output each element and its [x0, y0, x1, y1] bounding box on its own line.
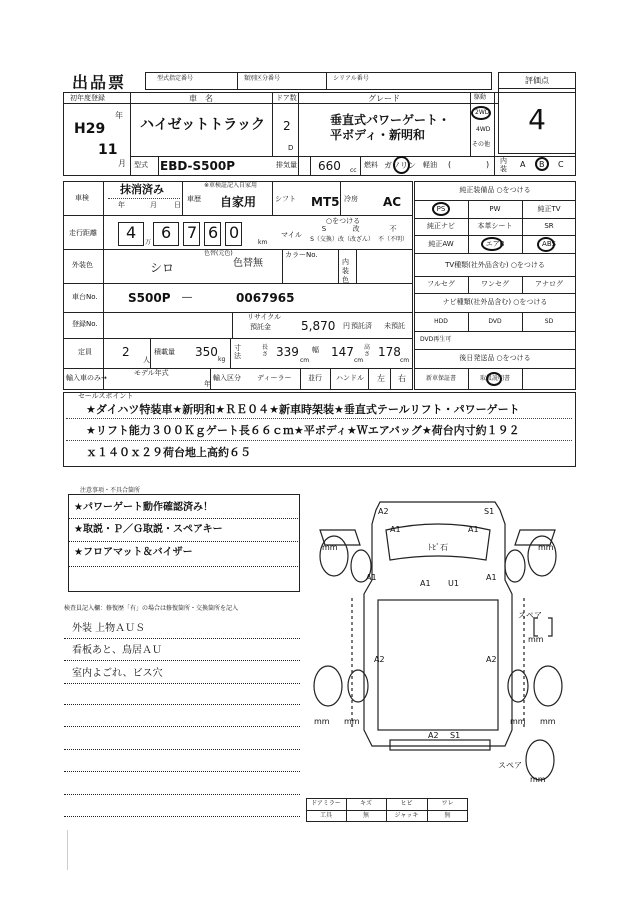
import-label: 輸入車のみ→ — [66, 374, 107, 382]
chassis-prefix: S500P — [128, 291, 171, 305]
mm-rl-2: mm — [344, 717, 360, 726]
note-1: ★パワーゲート動作確認済み！ — [74, 502, 213, 513]
interior-b-circle — [535, 157, 549, 171]
legend-h1: ドアミラー — [311, 800, 341, 807]
color-value: シロ — [150, 261, 175, 275]
notes-label: 注意事項・不具合箇所 — [80, 487, 141, 494]
front-right-wheel — [528, 536, 556, 576]
tv-oneseg: ワンセグ — [481, 280, 509, 288]
mm-spare-1: mm — [528, 635, 544, 644]
legend-v1: 工具 — [319, 812, 332, 819]
first-reg-month: 11 — [98, 142, 118, 158]
inspector-1: 外装 上物ＡＵＳ — [72, 623, 146, 634]
shift-label: シフト — [275, 195, 296, 203]
recycle-unpaid: 未預託 — [384, 322, 405, 330]
rear-left-wheel — [314, 666, 342, 706]
import-category-label: 輸入区分 — [213, 374, 241, 382]
handle-left: 左 — [377, 374, 385, 383]
mark-a1-1: A1 — [390, 525, 401, 534]
drive-other: その他 — [472, 141, 491, 148]
dvd-playback: DVD再生可 — [420, 336, 452, 343]
sales-line-1: ★ダイハツ特装車★新明和★ＲＥ０４★新車時架装★垂直式テールリフト・パワーゲート — [86, 403, 520, 416]
note-2: ★取説・Ｐ／Ｇ取説・スペアキー — [74, 524, 223, 535]
tv-title: TV種類(社外品含む) ○をつける — [445, 261, 545, 269]
ac-label: 冷房 — [344, 195, 358, 203]
mark-s1-rear: S1 — [450, 731, 461, 740]
mm-spare-2: mm — [530, 775, 546, 784]
mileage-digit-1: 4 — [126, 223, 137, 242]
displacement-label: 排気量 — [276, 161, 297, 169]
legend-h4: ワレ — [441, 800, 454, 807]
equipment-title: 純正装備品 ○をつける — [459, 186, 531, 194]
load-value: 350 — [195, 345, 218, 359]
serial-no-label: シリアル番号 — [333, 75, 369, 82]
color-original-value: 色替無 — [233, 258, 263, 269]
spare-label-2: スペア — [498, 761, 522, 770]
navi-title: ナビ種類(社外品含む) ○をつける — [442, 298, 548, 306]
navi-sd: SD — [544, 318, 554, 325]
inspection-label: 車検 — [75, 194, 89, 202]
meter-fu: 不 — [389, 225, 397, 233]
interior-label: 内装 — [500, 157, 507, 173]
id-number-bar — [145, 72, 492, 90]
mileage-label: 走行距離 — [69, 229, 97, 237]
mark-a1-3: A1 — [366, 573, 377, 582]
reg-no-label: 登録No. — [72, 320, 98, 328]
capacity-unit: 人 — [143, 356, 150, 364]
mm-rr-1: mm — [510, 717, 526, 726]
mile-label: マイル — [281, 231, 302, 239]
equip-ps-circle — [432, 202, 450, 216]
recycle-paid: 預託済 — [351, 322, 372, 330]
width-unit: cm — [354, 357, 364, 364]
meter-s: S — [321, 225, 327, 233]
year-unit: 年 — [115, 111, 123, 120]
equip-pw: PW — [489, 205, 501, 213]
usage-label: 車歴 — [187, 195, 201, 203]
chassis-dash: ― — [182, 292, 192, 303]
recycle-label-1: リサイクル — [247, 313, 282, 321]
sales-line-2: ★リフト能力３００Ｋｇゲート長６６ｃｍ★平ボディ★Ｗエアバッグ★荷台内寸約１９２ — [86, 424, 520, 437]
inspector-label: 検査員記入欄：修復歴「有」の場合は修復箇所・交換箇所を記入 — [64, 605, 239, 612]
doors-unit: D — [288, 144, 294, 152]
sales-line-3: ｘ１４０ｘ２９荷台地上高約６５ — [86, 446, 251, 459]
recycle-amount: 5,870 — [301, 319, 336, 333]
note-3: ★フロアマット＆バイザー — [74, 547, 193, 558]
equip-tv: 純正TV — [537, 205, 561, 213]
drive-2wd-circle — [471, 106, 491, 120]
drive-label: 駆動 — [474, 94, 487, 101]
drive-2wd: 2WD — [475, 109, 490, 116]
mm-rl-1: mm — [314, 717, 330, 726]
inspection-month: 月 — [150, 201, 157, 209]
mark-a2-rear: A2 — [428, 731, 439, 740]
tv-analog: アナログ — [535, 280, 563, 288]
spare-label-1: スペア — [518, 611, 542, 620]
color-no-label: カラーNo. — [285, 251, 318, 259]
handle-label: ハンドル — [336, 374, 364, 382]
mm-fr: mm — [538, 543, 554, 552]
height-unit: cm — [400, 357, 410, 364]
ac-value: AC — [383, 195, 402, 209]
height-value: 178 — [378, 345, 401, 359]
accessory-title: 後日発送品 ○をつける — [459, 354, 531, 362]
model-spec-no-label: 型式指定番号 — [157, 75, 194, 82]
mark-s1-front: S1 — [484, 507, 495, 516]
length-unit: cm — [300, 357, 310, 364]
equip-sr: SR — [544, 222, 554, 230]
sales-points-label: セールスポイント — [78, 392, 134, 400]
meter-kai: 改 — [352, 225, 360, 233]
sheet-title: 出品票 — [72, 73, 127, 92]
accessory-manual: 取扱説明書 — [479, 375, 510, 382]
grade-line2: 平ボディ・新明和 — [330, 128, 426, 142]
mark-a1-2: A1 — [468, 525, 479, 534]
color-original-label: 色替(元色) — [204, 250, 233, 257]
fuel-paren-close: ) — [486, 160, 490, 169]
equip-airbag-circle — [481, 237, 503, 251]
meter-opt-3: 不（不明） — [378, 236, 409, 243]
length-value: 339 — [276, 345, 299, 359]
rear-right-wheel — [534, 666, 562, 706]
handle-right: 右 — [398, 374, 406, 383]
accessory-manual-circle — [486, 372, 502, 386]
usage-value: 自家用 — [220, 195, 257, 209]
mileage-digit-3: 7 — [187, 223, 198, 242]
grade-label: グレード — [368, 94, 400, 103]
legend-v2: 無 — [362, 812, 369, 819]
first-reg-year: H29 — [74, 121, 106, 137]
truck-outline — [364, 502, 512, 746]
front-left-wheel — [320, 536, 348, 576]
import-dealer: ディーラー — [257, 374, 292, 382]
equip-abs-circle — [537, 237, 555, 252]
meter-opt-1: S（交換） — [310, 236, 338, 243]
color-label: 外装色 — [72, 261, 93, 269]
height-label: 高さ — [364, 344, 371, 358]
mark-a2-front: A2 — [378, 507, 389, 516]
legend-h2: キズ — [360, 800, 372, 807]
usage-note: ※車検証記入自家用 — [204, 182, 258, 189]
inspection-year: 年 — [118, 201, 125, 209]
equip-abs: ABS — [542, 240, 556, 248]
interior-color-label: 内装色 — [342, 258, 349, 284]
inspector-2: 看板あと、鳥居ＡＵ — [72, 645, 162, 656]
drive-4wd: 4WD — [476, 126, 491, 133]
mark-a2-left: A2 — [374, 655, 385, 664]
interior-c: C — [558, 160, 564, 169]
doors-label: ドア数 — [276, 94, 297, 102]
mileage-digit-2: 6 — [161, 223, 172, 242]
interior-a: A — [520, 160, 526, 169]
first-reg-label: 初年度登録 — [70, 94, 105, 102]
mark-u1: U1 — [448, 579, 459, 588]
mark-a1-5: A1 — [486, 573, 497, 582]
tv-fullseg: フルセグ — [427, 280, 455, 288]
navi-hdd: HDD — [434, 318, 448, 325]
fuel-light-oil: 軽油 — [423, 161, 437, 169]
displacement-value: 660 — [318, 159, 341, 173]
equip-ps: PS — [436, 205, 446, 213]
fuel-circle — [393, 156, 410, 174]
model-year-unit: 年 — [204, 380, 211, 388]
inspector-3: 室内よごれ、ビス穴 — [72, 668, 163, 679]
mark-a2-right: A2 — [486, 655, 497, 664]
equip-airbag: エアB — [485, 240, 505, 248]
month-unit: 月 — [118, 159, 126, 168]
displacement-unit: cc — [350, 167, 357, 174]
category-no-label: 類別区分番号 — [244, 75, 281, 82]
legend-v3: ジャッキ — [394, 812, 419, 819]
capacity-value: 2 — [122, 345, 130, 359]
equip-aw: 純正AW — [428, 240, 454, 248]
accessory-warranty: 新車保証書 — [425, 375, 456, 382]
inspection-day: 日 — [174, 201, 181, 209]
mark-a1-4: A1 — [420, 579, 431, 588]
import-parallel: 並行 — [308, 374, 322, 382]
width-value: 147 — [331, 345, 354, 359]
mileage-unit-man: 万 — [145, 239, 152, 246]
bed-outline — [378, 600, 498, 730]
dims-label: 寸法 — [234, 344, 241, 360]
type-label: 型式 — [134, 161, 148, 169]
chassis-number: 0067965 — [236, 291, 295, 305]
doors-value: 2 — [283, 119, 291, 133]
equip-leather: 本革シート — [477, 222, 513, 230]
capacity-label: 定員 — [78, 348, 92, 356]
score-label: 評価点 — [525, 76, 549, 85]
recycle-unit: 円 — [343, 322, 350, 330]
fuel-gasoline: ガソリン — [384, 161, 416, 170]
mileage-digit-5: 0 — [229, 223, 240, 242]
load-unit: kg — [218, 356, 226, 363]
mileage-mark-note: ○をつける — [326, 217, 361, 225]
length-label: 長さ — [262, 344, 269, 358]
fuel-paren: ( — [448, 160, 452, 169]
load-label: 積載量 — [154, 348, 175, 356]
type-value: EBD-S500P — [160, 159, 235, 173]
mark-stone-chip: ﾄﾋﾞ石 — [428, 543, 448, 552]
car-name-label: 車 名 — [189, 94, 213, 103]
inspection-value: 抹消済み — [120, 183, 164, 196]
width-label: 幅 — [312, 346, 319, 354]
equip-navi: 純正ナビ — [427, 222, 455, 230]
grade-line1: 垂直式パワーゲート・ — [330, 113, 451, 127]
spare-wheel — [526, 740, 554, 780]
legend-h3: ヒビ — [400, 800, 413, 807]
car-name: ハイゼットトラック — [140, 117, 266, 133]
meter-opt-2: 改（改ざん） — [337, 236, 374, 243]
chassis-label: 車台No. — [72, 293, 98, 301]
damage-diagram — [300, 490, 576, 790]
recycle-label-2: 預託金 — [250, 323, 271, 331]
navi-dvd: DVD — [488, 318, 502, 325]
model-year-label: モデル年式 — [134, 369, 169, 377]
shift-value: MT5 — [311, 195, 340, 209]
fuel-label: 燃料 — [364, 161, 378, 169]
mm-fl: mm — [322, 543, 338, 552]
mileage-digit-4: 6 — [208, 223, 219, 242]
mileage-unit-km: km — [258, 239, 268, 246]
legend-v4: 無 — [444, 812, 451, 819]
score-value: 4 — [528, 103, 546, 136]
interior-b: B — [539, 160, 545, 169]
mm-rr-2: mm — [540, 717, 556, 726]
